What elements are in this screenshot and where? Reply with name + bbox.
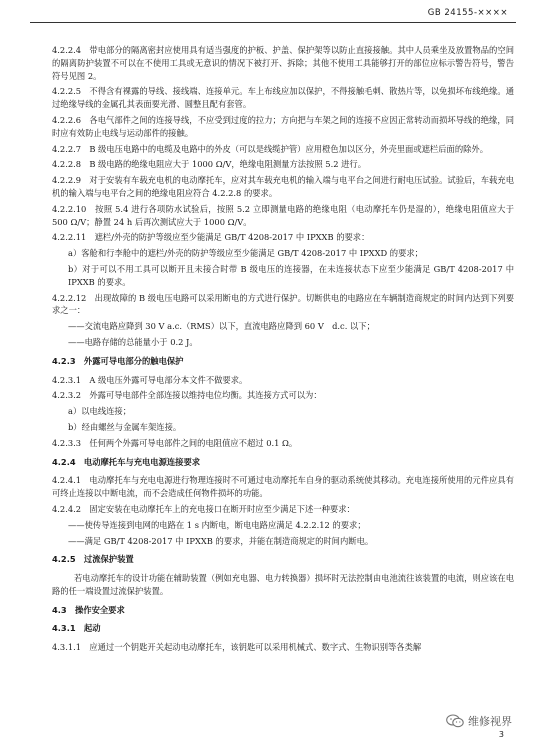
document-body <box>52 44 514 657</box>
standard-number: GB 24155-×××× <box>427 8 508 18</box>
header-rule <box>30 22 516 23</box>
clause-paragraph: 4.2.3.3 任何两个外露可导电部件之间的电阻值应不超过 0.1 Ω。 <box>52 437 298 448</box>
clause-paragraph: 4.3.1.1 应通过一个钥匙开关起动电动摩托车，该钥匙可以采用机械式、数字式、生物识别等各类解 <box>52 642 422 653</box>
clause-paragraph: b）经由螺丝与金属车架连接。 <box>68 421 182 432</box>
clause-paragraph: ——交流电路应降到 30 V a.c.（RMS）以下，直流电路应降到 60 V d.c. 以下； <box>68 321 375 332</box>
clause-paragraph: ——满足 GB/T 4208-2017 中 IPXXB 的要求，并能在制造商规定的时间内断电。 <box>68 535 374 546</box>
clause-paragraph: ——电路存储的总能量小于 0.2 J。 <box>68 336 198 347</box>
watermark <box>446 713 512 729</box>
clause-paragraph: 4.2.2.12 出现故障的 B 级电压电路可以采用断电的方式进行保护。切断供电的电路应在车辆制造商规定的时间内达到下列要求之一： <box>52 292 514 316</box>
clause-paragraph: 4.2.2.7 B 级电压电路中的电缆及电路中的外皮（可以是线缆护管）应用橙色加以区分，外壳里面或遮栏后面的除外。 <box>52 143 489 154</box>
clause-paragraph: 4.2.4.2 固定安装在电动摩托车上的充电接口在断开时应至少满足下述一种要求： <box>52 503 355 514</box>
clause-paragraph: b）对于可以不用工具可以断开且未接合时带 B 级电压的连接器，在未连接状态下应至少能满足 GB/T 4208-2017 中 IPXXB 的要求。 <box>68 263 514 287</box>
clause-paragraph: 若电动摩托车的设计功能在辅助装置（例如充电器、电力转换器）损坏时无法控制由电池流往该装置的电流，则应该在电路的任一端设置过流保护装置。 <box>52 573 514 596</box>
clause-paragraph: a）以电线连接； <box>68 406 132 417</box>
clause-paragraph: 4.2.3.1 A 级电压外露可导电部分本文件不做要求。 <box>52 374 248 385</box>
clause-paragraph: 4.2.2.10 按照 5.4 进行各项防水试验后，按照 5.2 立即测量电路的绝缘电阻（电动摩托车仍是湿的），绝缘电阻值应大于 500 Ω/V；静置 24 h 后再次测试应大于 1000 Ω/V。 <box>52 203 514 227</box>
watermark-text: 维修视界 <box>468 715 512 728</box>
page-number: 3 <box>498 730 504 739</box>
section-heading: 4.2.4 电动摩托车与充电电源连接要求 <box>52 456 201 467</box>
clause-paragraph: 4.2.4.1 电动摩托车与充电电源进行物理连接时不可通过电动摩托车自身的驱动系统使其移动。充电连接所使用的元件应具有可终止连接以中断电流，而不会造成任何物件损坏的功能。 <box>52 475 514 499</box>
clause-paragraph: 4.2.2.5 不得含有裸露的导线、接线端、连接单元。车上布线应加以保护，不得接触毛刺、散热片等，以免损坏布线绝缘。通过绝缘导线的金属孔其表面要光滑、圆整且配有套管。 <box>52 86 514 110</box>
section-heading: 4.2.5 过流保护装置 <box>52 554 134 565</box>
clause-paragraph: 4.2.3.2 外露可导电部件全部连接以维持电位均衡。其连接方式可以为： <box>52 390 322 401</box>
clause-paragraph: 4.2.2.9 对于安装有车载充电机的电动摩托车，应对其车载充电机的输入端与电平台之间进行耐电压试验。试验后，车载充电机的输入端与电平台之间的绝缘电阻应符合 4.2.2.8 的要求。 <box>52 175 514 198</box>
section-heading: 4.3 操作安全要求 <box>52 604 125 615</box>
clause-paragraph: 4.2.2.4 带电部分的隔离密封应使用具有适当强度的护板、护盖、保护架等以防止直接接触。其中人员乘坐及放置物品的空间的隔离防护装置不可以在不使用工具或无意识的情况下被打开、拆除；其他不使用工具能够打开的部位应标示警告符号，警告符号见图 2。 <box>52 45 514 81</box>
section-heading: 4.2.3 外露可导电部分的触电保护 <box>52 355 184 366</box>
wechat-icon <box>446 714 464 728</box>
clause-paragraph: ——使传导连接到电网的电路在 1 s 内断电，断电电路应满足 4.2.2.12 的要求； <box>68 519 366 530</box>
clause-paragraph: a）客舱和行李舱中的遮栏/外壳的防护等级应至少能满足 GB/T 4208-2017 中 IPXXD 的要求； <box>68 248 423 259</box>
clause-paragraph: 4.2.2.8 B 级电路的绝缘电阻应大于 1000 Ω/V，绝缘电阻测量方法按照 5.2 进行。 <box>52 159 367 170</box>
clause-paragraph: 4.2.2.11 遮栏/外壳的防护等级应至少能满足 GB/T 4208-2017 中 IPXXB 的要求： <box>52 232 370 243</box>
section-heading: 4.3.1 起动 <box>52 623 101 634</box>
clause-paragraph: 4.2.2.6 各电气部件之间的连接导线，不应受到过度的拉力；方向把与车架之间的连接不应因正常转动而损坏导线的绝缘，同时应有效防止电线与运动部件的接触。 <box>52 114 514 138</box>
